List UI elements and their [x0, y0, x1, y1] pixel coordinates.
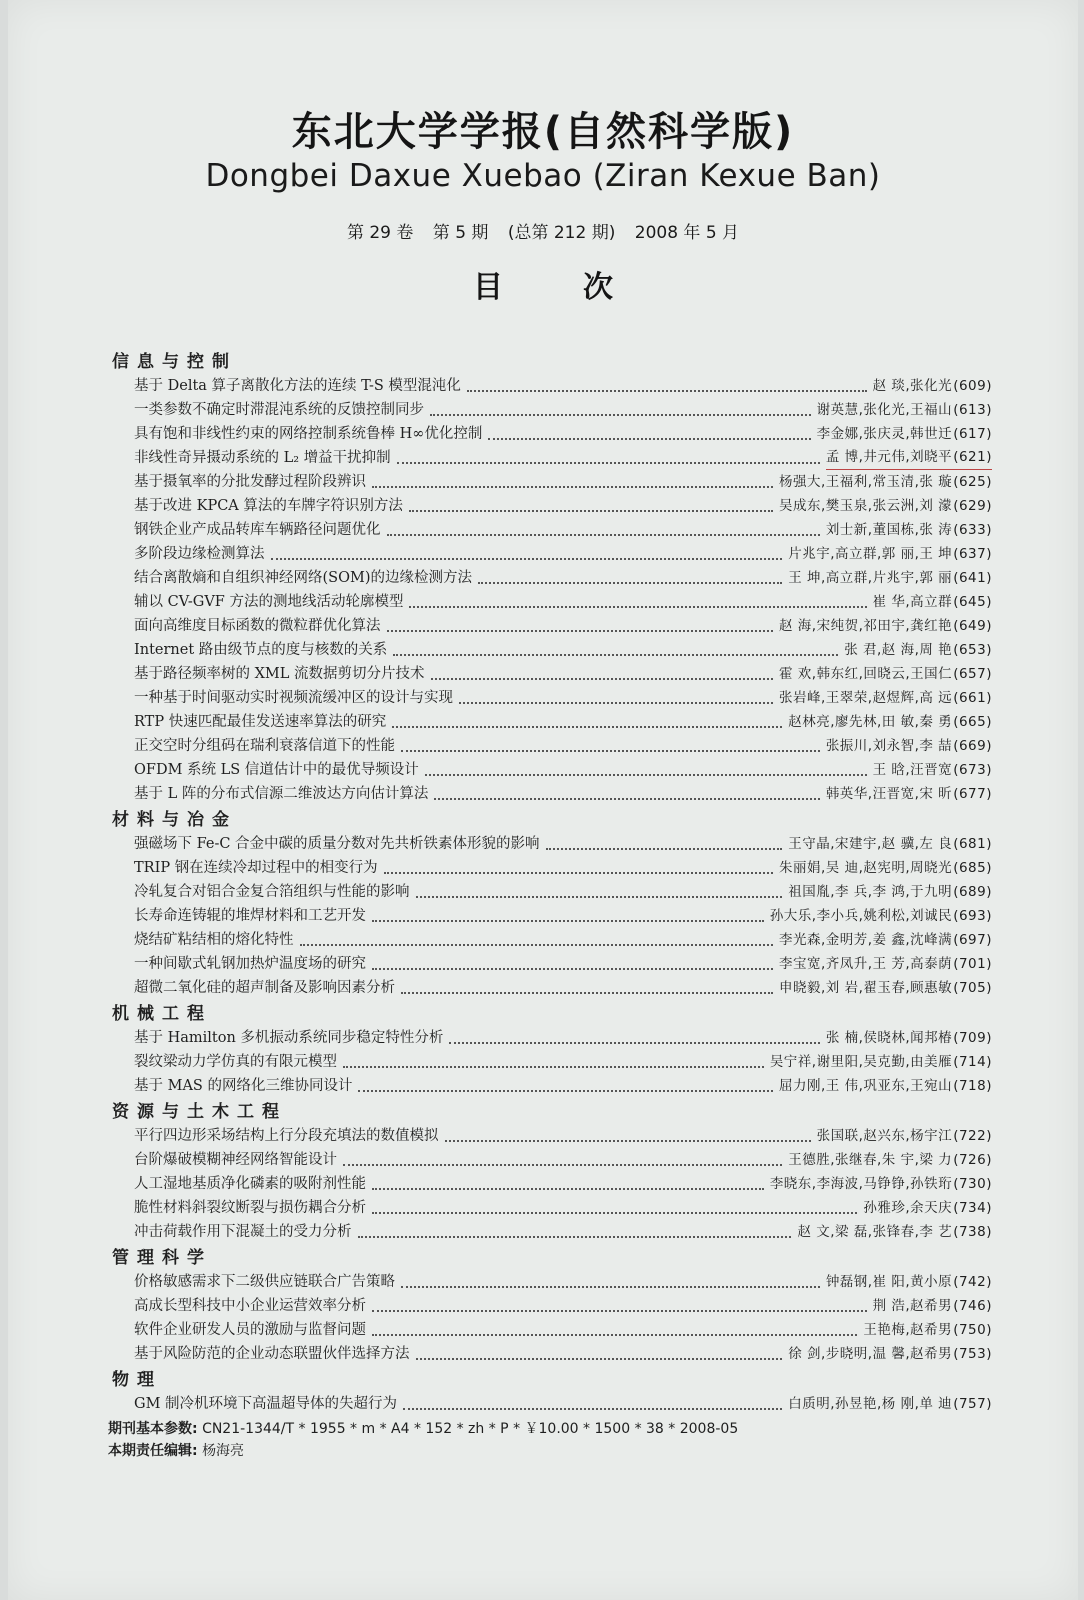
article-page: (693) [953, 908, 992, 924]
article-authors: 韩英华,汪晋宽,宋 昕 [825, 786, 953, 802]
leader-dots [372, 1310, 867, 1312]
article-authors: 屈力刚,王 伟,巩亚东,王宛山 [779, 1078, 953, 1094]
article-authors: 张振川,刘永智,李 喆 [825, 738, 953, 754]
section-heading: 材料与冶金 [112, 810, 237, 830]
toc-entry[interactable] [112, 1392, 992, 1416]
leader-dots [425, 774, 867, 776]
article-page: (681) [953, 836, 992, 852]
article-page: (613) [953, 402, 992, 418]
leader-dots [445, 1140, 811, 1142]
leader-dots [467, 390, 867, 392]
toc-entry[interactable] [112, 398, 992, 422]
article-title: 基于 MAS 的网络化三维协同设计 [134, 1078, 353, 1094]
article-title: 基于风险防范的企业动态联盟伙伴选择方法 [134, 1346, 410, 1362]
article-title: RTP 快速匹配最佳发送速率算法的研究 [134, 714, 387, 730]
article-page: (665) [953, 714, 992, 730]
article-authors-page [779, 856, 992, 880]
article-authors-page [788, 710, 992, 734]
leader-dots [372, 1212, 857, 1214]
toc-entry[interactable] [112, 832, 992, 856]
leader-dots [430, 414, 811, 416]
article-page: (718) [953, 1078, 992, 1094]
article-authors-page [826, 734, 992, 758]
article-page: (673) [953, 762, 992, 778]
article-title: 基于改进 KPCA 算法的车牌字符识别方法 [134, 498, 403, 514]
table-of-contents [112, 348, 992, 1416]
article-authors-page [826, 782, 992, 806]
toc-entry[interactable] [112, 952, 992, 976]
article-title: 结合离散熵和自组织神经网络(SOM)的边缘检测方法 [134, 570, 472, 586]
article-title: 一种基于时间驱动实时视频流缓冲区的设计与实现 [134, 690, 453, 706]
total-issue: (总第 212 期) [507, 223, 616, 243]
leader-dots [372, 968, 773, 970]
article-page: (757) [953, 1396, 992, 1412]
leader-dots [358, 1236, 792, 1238]
article-authors-page [873, 374, 992, 398]
leader-dots [478, 582, 782, 584]
article-authors: 李金娜,张庆灵,韩世迁 [816, 426, 953, 442]
article-title: 高成长型科技中小企业运营效率分析 [134, 1298, 366, 1314]
article-title: 裂纹梁动力学仿真的有限元模型 [134, 1054, 337, 1070]
issue-date: 2008 年 5 月 [634, 223, 740, 243]
leader-dots [431, 678, 774, 680]
leader-dots [449, 1042, 819, 1044]
article-title: 钢铁企业产成品转库车辆路径问题优化 [134, 522, 381, 538]
article-title: 人工湿地基质净化磷素的吸附剂性能 [134, 1176, 366, 1192]
journal-params [108, 1418, 1008, 1440]
article-page: (649) [953, 618, 992, 634]
article-authors-page [826, 1270, 992, 1294]
article-page: (701) [953, 956, 992, 972]
footer [108, 1418, 1008, 1462]
leader-dots [300, 944, 774, 946]
article-title: 具有饱和非线性约束的网络控制系统鲁棒 H∞优化控制 [134, 426, 483, 442]
article-title: 辅以 CV-GVF 方法的测地线活动轮廓模型 [134, 594, 404, 610]
leader-dots [384, 872, 773, 874]
article-page: (637) [953, 546, 992, 562]
article-authors-page [788, 1342, 992, 1366]
article-authors-page [779, 494, 992, 518]
article-authors: 张国联,赵兴东,杨宇江 [816, 1128, 953, 1144]
article-authors-page [779, 952, 992, 976]
article-title: 软件企业研发人员的激励与监督问题 [134, 1322, 366, 1338]
article-page: (621) [953, 449, 992, 465]
article-authors-page [788, 832, 992, 856]
journal-title-cn: 东北大学学报(自然科学版) [291, 109, 795, 155]
article-authors: 白质明,孙昱艳,杨 刚,单 迪 [788, 1396, 953, 1412]
article-title: 基于 Hamilton 多机振动系统同步稳定特性分析 [134, 1030, 444, 1046]
article-title: 非线性奇异摄动系统的 L₂ 增益干扰抑制 [134, 450, 391, 466]
article-title: OFDM 系统 LS 信道估计中的最优导频设计 [134, 762, 419, 778]
article-authors: 谢英慧,张化光,王福山 [816, 402, 953, 418]
toc-entry[interactable] [112, 686, 992, 710]
article-page: (625) [953, 474, 992, 490]
article-authors-page [873, 1294, 992, 1318]
article-authors: 孙大乐,李小兵,姚利松,刘诚民 [769, 908, 953, 924]
article-page: (726) [953, 1152, 992, 1168]
toc-entry[interactable] [112, 542, 992, 566]
article-authors-page [826, 518, 992, 542]
issue-line [8, 218, 1078, 243]
article-authors-page [779, 470, 992, 494]
toc-entry[interactable] [112, 446, 992, 470]
toc-entry[interactable] [112, 1196, 992, 1220]
toc-entry[interactable] [112, 904, 992, 928]
article-authors-page [788, 1392, 992, 1416]
toc-entry[interactable] [112, 1074, 992, 1098]
toc-entry[interactable] [112, 662, 992, 686]
toc-entry[interactable] [112, 1148, 992, 1172]
toc-title: 目次 [473, 270, 693, 305]
article-title: 多阶段边缘检测算法 [134, 546, 265, 562]
article-page: (714) [953, 1054, 992, 1070]
article-title: 正交空时分组码在瑞利衰落信道下的性能 [134, 738, 395, 754]
toc-entry[interactable] [112, 1318, 992, 1342]
article-page: (685) [953, 860, 992, 876]
article-page: (750) [953, 1322, 992, 1338]
article-title: 台阶爆破模糊神经网络智能设计 [134, 1152, 337, 1168]
leader-dots [434, 798, 819, 800]
leader-dots [392, 726, 782, 728]
article-page: (734) [953, 1200, 992, 1216]
leader-dots [416, 1358, 783, 1360]
toc-entry[interactable] [112, 374, 992, 398]
toc-entry[interactable] [112, 856, 992, 880]
article-authors: 张 君,赵 海,周 艳 [844, 642, 953, 658]
article-title: GM 制冷机环境下高温超导体的失超行为 [134, 1396, 398, 1412]
article-authors: 李宝宽,齐凤升,王 芳,高泰荫 [779, 956, 953, 972]
params-label: 期刊基本参数: [108, 1421, 198, 1437]
article-title: 面向高维度目标函数的微粒群优化算法 [134, 618, 381, 634]
article-page: (753) [953, 1346, 992, 1362]
leader-dots [401, 750, 820, 752]
article-authors-page [779, 928, 992, 952]
leader-dots [343, 1066, 764, 1068]
article-title: Internet 路由级节点的度与核数的关系 [134, 642, 388, 658]
toc-entry[interactable] [112, 518, 992, 542]
article-title: TRIP 钢在连续冷却过程中的相变行为 [134, 860, 378, 876]
article-authors-page [779, 686, 992, 710]
article-title: 价格敏感需求下二级供应链联合广告策略 [134, 1274, 395, 1290]
article-authors: 朱丽娟,吴 迪,赵宪明,周晓光 [779, 860, 953, 876]
article-title: 基于 Delta 算子离散化方法的连续 T-S 模型混沌化 [134, 378, 461, 394]
article-page: (697) [953, 932, 992, 948]
article-title: 基于摄氧率的分批发酵过程阶段辨识 [134, 474, 366, 490]
article-page: (641) [953, 570, 992, 586]
article-authors-page [770, 904, 992, 928]
leader-dots [387, 630, 774, 632]
toc-entry[interactable] [112, 1124, 992, 1148]
article-page: (645) [953, 594, 992, 610]
article-authors: 王德胜,张继春,朱 宇,梁 力 [788, 1152, 953, 1168]
article-page: (657) [953, 666, 992, 682]
article-authors-page [797, 1220, 992, 1244]
params-value: CN21-1344/T * 1955 * m * A4 * 152 * zh * P * ￥10.00 * 1500 * 38 * 2008-05 [202, 1421, 739, 1437]
article-authors: 王守晶,宋建宇,赵 骥,左 良 [788, 836, 953, 852]
article-authors-page [817, 398, 992, 422]
article-title: 脆性材料斜裂纹断裂与损伤耦合分析 [134, 1200, 366, 1216]
toc-entry[interactable] [112, 638, 992, 662]
toc-entry[interactable] [112, 590, 992, 614]
article-title: 一类参数不确定时滞混沌系统的反馈控制同步 [134, 402, 424, 418]
leader-dots [488, 438, 810, 440]
leader-dots [409, 510, 773, 512]
article-authors-page [873, 758, 992, 782]
journal-title-en: Dongbei Daxue Xuebao (Ziran Kexue Ban) [205, 158, 881, 194]
article-authors-page [788, 566, 992, 590]
article-authors-page [779, 662, 992, 686]
article-page: (705) [953, 980, 992, 996]
article-page: (609) [953, 378, 992, 394]
article-title: 强磁场下 Fe-C 合金中碳的质量分数对先共析铁素体形貌的影响 [134, 836, 540, 852]
toc-entry[interactable] [112, 1026, 992, 1050]
leader-dots [401, 1286, 820, 1288]
leader-dots [343, 1164, 782, 1166]
article-authors-page [788, 542, 992, 566]
leader-dots [393, 654, 838, 656]
leader-dots [372, 920, 764, 922]
article-page: (746) [953, 1298, 992, 1314]
leader-dots [271, 558, 783, 560]
article-title: 长寿命连铸辊的堆焊材料和工艺开发 [134, 908, 366, 924]
article-authors-page [788, 880, 992, 904]
article-title: 冷轧复合对铝合金复合箔组织与性能的影响 [134, 884, 410, 900]
leader-dots [459, 702, 773, 704]
leader-dots [387, 534, 820, 536]
article-authors: 吴成东,樊玉泉,张云洲,刘 濛 [779, 498, 953, 514]
leader-dots [401, 992, 773, 994]
article-authors: 徐 剑,步晓明,温 馨,赵希男 [788, 1346, 953, 1362]
article-authors: 祖国胤,李 兵,李 鸿,于九明 [788, 884, 953, 900]
article-authors: 李光森,金明芳,姜 鑫,沈峰满 [779, 932, 953, 948]
toc-entry[interactable] [112, 734, 992, 758]
toc-entry[interactable] [112, 782, 992, 806]
article-page: (633) [953, 522, 992, 538]
toc-entry[interactable] [112, 422, 992, 446]
article-title: 平行四边形采场结构上行分段充填法的数值模拟 [134, 1128, 439, 1144]
leader-dots [372, 486, 773, 488]
article-authors: 赵 海,宋纯贺,祁田宇,龚红艳 [779, 618, 953, 634]
article-authors: 片兆宇,高立群,郭 丽,王 坤 [788, 546, 953, 562]
article-page: (669) [953, 738, 992, 754]
article-page: (677) [953, 786, 992, 802]
article-page: (617) [953, 426, 992, 442]
article-page: (742) [953, 1274, 992, 1290]
article-authors: 崔 华,高立群 [872, 594, 953, 610]
article-authors-page [863, 1196, 992, 1220]
article-title: 冲击荷载作用下混凝土的受力分析 [134, 1224, 352, 1240]
article-authors: 杨强大,王福利,常玉清,张 璇 [779, 474, 953, 490]
toc-entry[interactable] [112, 1220, 992, 1244]
article-authors: 赵 琰,张化光 [872, 378, 953, 394]
leader-dots [416, 896, 783, 898]
volume: 第 29 卷 [346, 223, 414, 243]
article-title: 一种间歇式轧钢加热炉温度场的研究 [134, 956, 366, 972]
issue-editor [108, 1440, 1008, 1462]
article-authors: 孟 博,井元伟,刘晓平 [825, 449, 953, 465]
article-authors-page [788, 1148, 992, 1172]
article-authors: 孙雅珍,余天庆 [863, 1200, 953, 1216]
article-authors-page [817, 422, 992, 446]
toc-entry[interactable] [112, 710, 992, 734]
toc-entry[interactable] [112, 494, 992, 518]
article-page: (653) [953, 642, 992, 658]
section-heading: 机械工程 [112, 1004, 212, 1024]
article-authors: 霍 欢,韩东红,回晓云,王国仁 [779, 666, 953, 682]
leader-dots [546, 848, 783, 850]
toc-entry[interactable] [112, 614, 992, 638]
toc-entry[interactable] [112, 1050, 992, 1074]
article-authors: 钟磊钢,崔 阳,黄小原 [825, 1274, 953, 1290]
toc-entry[interactable] [112, 1270, 992, 1294]
article-authors: 张 楠,侯晓林,闻邦椿 [825, 1030, 953, 1046]
article-authors: 申晓毅,刘 岩,翟玉春,顾惠敏 [779, 980, 953, 996]
article-authors: 王 晗,汪晋宽 [872, 762, 953, 778]
article-authors: 荆 浩,赵希男 [872, 1298, 953, 1314]
toc-entry[interactable] [112, 880, 992, 904]
article-title: 超微二氧化硅的超声制备及影响因素分析 [134, 980, 395, 996]
article-page: (661) [953, 690, 992, 706]
editor-label: 本期责任编辑: [108, 1443, 198, 1459]
article-authors: 吴宁祥,谢里阳,吴克勤,由美雁 [769, 1054, 953, 1070]
leader-dots [397, 462, 820, 464]
leader-dots [403, 1408, 782, 1410]
toc-entry[interactable] [112, 470, 992, 494]
article-page: (730) [953, 1176, 992, 1192]
article-authors-page [770, 1050, 992, 1074]
toc-entry[interactable] [112, 976, 992, 1000]
leader-dots [358, 1090, 773, 1092]
article-page: (738) [953, 1224, 992, 1240]
article-title: 基于路径频率树的 XML 流数据剪切分片技术 [134, 666, 425, 682]
article-authors: 赵 文,梁 磊,张锋春,李 艺 [797, 1224, 953, 1240]
section-heading: 管理科学 [112, 1248, 212, 1268]
article-page: (629) [953, 498, 992, 514]
article-authors: 刘士新,董国栋,张 涛 [825, 522, 953, 538]
section-heading: 物理 [112, 1370, 162, 1390]
article-authors-page [779, 976, 992, 1000]
article-authors-page [817, 1124, 992, 1148]
article-authors-page [779, 1074, 992, 1098]
article-authors: 王 坤,高立群,片兆宇,郭 丽 [788, 570, 953, 586]
article-authors-page [770, 1172, 992, 1196]
article-authors-page [863, 1318, 992, 1342]
toc-entry[interactable] [112, 758, 992, 782]
leader-dots [409, 606, 866, 608]
journal-page [8, 0, 1078, 1600]
article-title: 基于 L 阵的分布式信源二维波达方向估计算法 [134, 786, 429, 802]
article-authors: 王艳梅,赵希男 [863, 1322, 953, 1338]
issue-number: 第 5 期 [432, 223, 489, 243]
section-heading: 信息与控制 [112, 352, 237, 372]
toc-entry[interactable] [112, 1172, 992, 1196]
article-authors-page [826, 445, 992, 470]
leader-dots [372, 1334, 857, 1336]
toc-entry[interactable] [112, 1294, 992, 1318]
article-authors-page [826, 1026, 992, 1050]
article-authors: 张岩峰,王翠荣,赵煜辉,高 远 [779, 690, 953, 706]
article-page: (709) [953, 1030, 992, 1046]
article-authors-page [873, 590, 992, 614]
article-page: (689) [953, 884, 992, 900]
article-page: (722) [953, 1128, 992, 1144]
article-authors-page [844, 638, 992, 662]
leader-dots [372, 1188, 764, 1190]
section-heading: 资源与土木工程 [112, 1102, 287, 1122]
article-title: 烧结矿粘结相的熔化特性 [134, 932, 294, 948]
toc-entry[interactable] [112, 566, 992, 590]
toc-entry[interactable] [112, 928, 992, 952]
editor-value: 杨海亮 [202, 1443, 245, 1459]
article-authors: 李晓东,李海波,马铮铮,孙铁珩 [769, 1176, 953, 1192]
toc-entry[interactable] [112, 1342, 992, 1366]
article-authors-page [779, 614, 992, 638]
article-authors: 赵林亮,廖先林,田 敏,秦 勇 [788, 714, 953, 730]
